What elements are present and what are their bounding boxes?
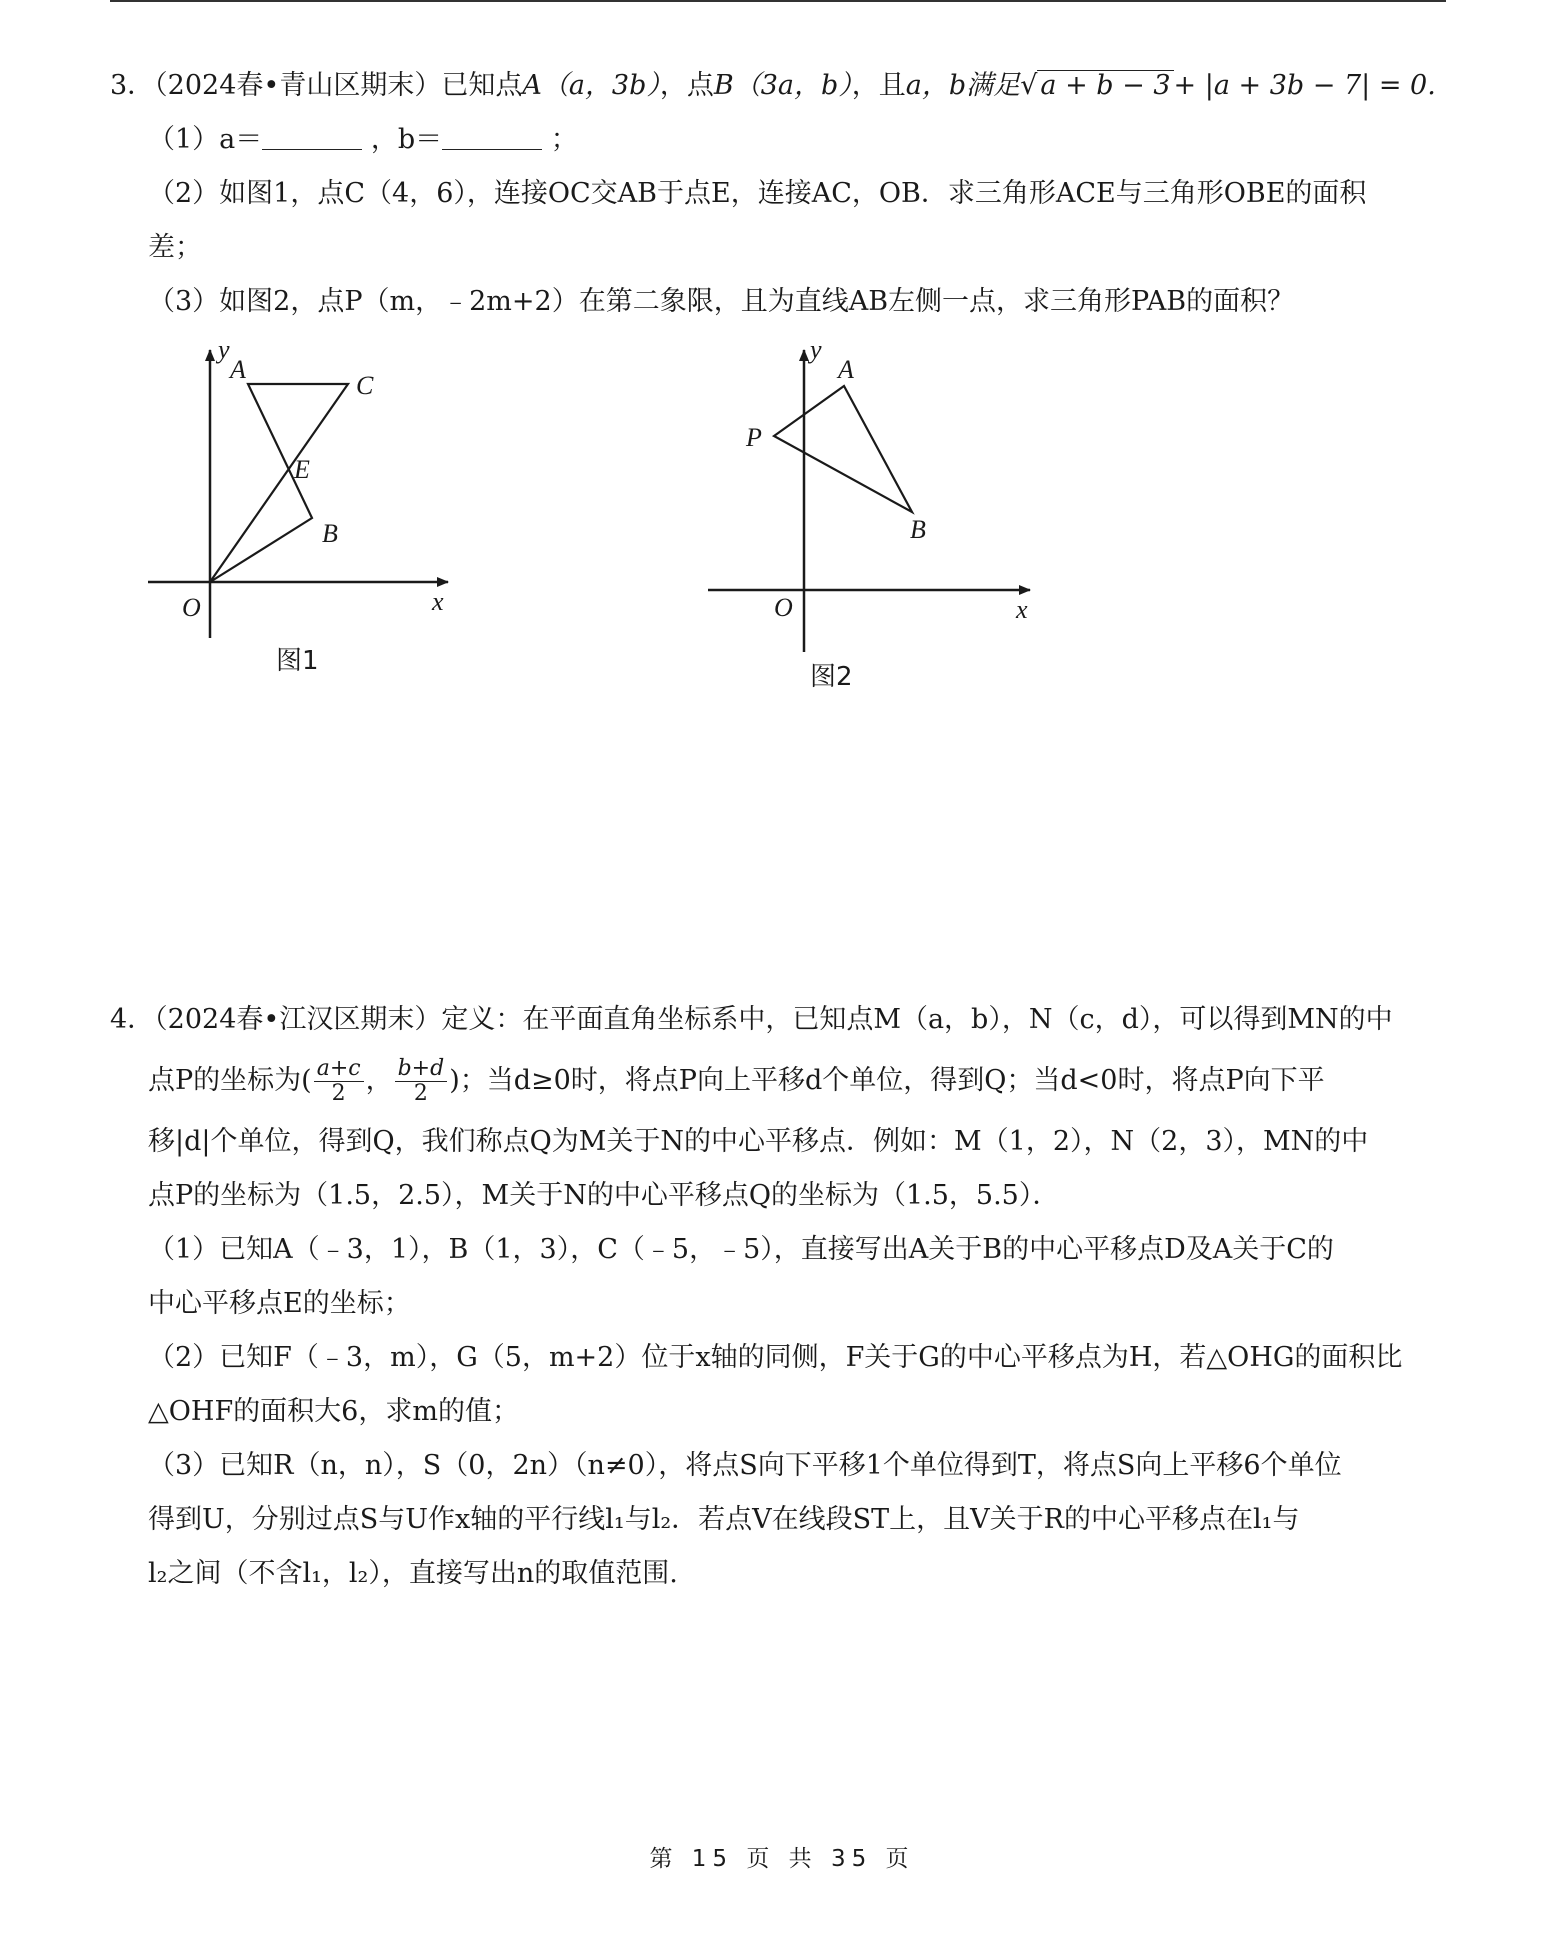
part1-end: ； (550, 124, 578, 155)
part1-a-label: （1）a＝ (148, 124, 263, 155)
fig1-label-E: E (294, 455, 310, 484)
top-rule (110, 0, 1446, 2)
fraction-y-numerator: b+d (395, 1057, 448, 1082)
midpoint-prefix: 点P的坐标为( (148, 1065, 312, 1096)
fig2-caption: 图2 (810, 662, 853, 692)
problem3-part2-line2: 差； (148, 232, 202, 263)
figure-1 (140, 330, 480, 650)
fig1-label-C: C (356, 371, 374, 400)
problem4-part3-line1: （3）已知R（n，n），S（0，2n）（n≠0），将点S向下平移1个单位得到T，将点S向上平移6个单位 (148, 1450, 1342, 1481)
fig1-label-y: y (218, 335, 230, 364)
problem4-part3-line3: l₂之间（不含l₁，l₂），直接写出n的取值范围. (148, 1558, 678, 1589)
problem3-part3: （3）如图2，点P（m，﹣2m+2）在第二象限，且为直线AB左侧一点，求三角形PAB的面积？ (148, 286, 1295, 317)
problem4-part2-line1: （2）已知F（﹣3，m），G（5，m+2）位于x轴的同侧，F关于G的中心平移点为H，若△OHG的面积比 (148, 1342, 1403, 1373)
problem4-line3: 移|d|个单位，得到Q，我们称点Q为M关于N的中心平移点．例如：M（1，2），N（2，3），MN的中 (148, 1126, 1369, 1157)
fig2-label-O: O (774, 593, 793, 622)
fig1-label-B: B (322, 519, 338, 548)
page-footer: 第 15 页 共 35 页 (649, 1846, 915, 1872)
problem4-line2 (148, 1056, 1325, 1106)
fig2-triangle (774, 386, 912, 512)
sqrt-expression: a + b − 3 (1037, 70, 1173, 101)
problem3-and: ，且 (851, 70, 906, 101)
problem3-part1 (148, 122, 578, 158)
fig1-label-O: O (182, 593, 201, 622)
midpoint-suffix: )；当d≥0时，将点P向上平移d个单位，得到Q；当d<0时，将点P向下平 (449, 1065, 1325, 1096)
answer-blank-a[interactable] (262, 125, 362, 150)
problem3-part2-line1: （2）如图1，点C（4，6），连接OC交AB于点E，连接AC，OB．求三角形ACE与三角形OBE的面积 (148, 178, 1367, 209)
problem3-line1 (110, 68, 1436, 104)
fig2-label-y: y (810, 340, 822, 364)
fraction-x (314, 1057, 364, 1106)
problem4-line1: 4．（2024春•江汉区期末）定义：在平面直角坐标系中，已知点M（a，b），N（c，d），可以得到MN的中 (110, 1004, 1393, 1035)
fig2-label-B: B (910, 515, 926, 544)
fig1-polygon (210, 384, 348, 582)
problem4-part1-line2: 中心平移点E的坐标； (148, 1288, 411, 1319)
answer-blank-b[interactable] (442, 125, 542, 150)
fraction-x-denominator: 2 (331, 1081, 346, 1106)
problem3-intro: 3．（2024春•青山区期末）已知点 (110, 70, 523, 101)
problem4-line4: 点P的坐标为（1.5，2.5），M关于N的中心平移点Q的坐标为（1.5，5.5）． (148, 1180, 1060, 1211)
fig2-label-P: P (746, 423, 762, 452)
part1-b-label: ，b＝ (370, 124, 443, 155)
fraction-y (395, 1057, 448, 1106)
figure-2 (700, 340, 1050, 660)
problem3-sep: ，点 (659, 70, 714, 101)
point-B: B（3a，b） (713, 70, 852, 101)
problem4-part3-line2: 得到U，分别过点S与U作x轴的平行线l₁与l₂．若点V在线段ST上，且V关于R的中心平移点在l₁与 (148, 1504, 1300, 1535)
problem4-part2-line2: △OHF的面积大6，求m的值； (148, 1396, 519, 1427)
fig1-label-A: A (230, 355, 246, 384)
fraction-separator: ， (365, 1065, 393, 1096)
sqrt-symbol: √ (1020, 70, 1038, 101)
abs-expression: + |a + 3b − 7| = 0. (1173, 70, 1436, 101)
point-A: A（a，3b） (522, 70, 660, 101)
condition-text: a，b满足 (905, 70, 1021, 101)
problem4-part1-line1: （1）已知A（﹣3，1），B（1，3），C（﹣5，﹣5），直接写出A关于B的中心平移点D及A关于C的 (148, 1234, 1334, 1265)
fig2-label-x: x (1016, 595, 1028, 624)
fig2-label-A: A (838, 355, 854, 384)
fraction-y-denominator: 2 (413, 1081, 428, 1106)
fig1-caption: 图1 (276, 646, 319, 676)
fig1-label-x: x (432, 587, 444, 616)
fraction-x-numerator: a+c (314, 1057, 364, 1082)
